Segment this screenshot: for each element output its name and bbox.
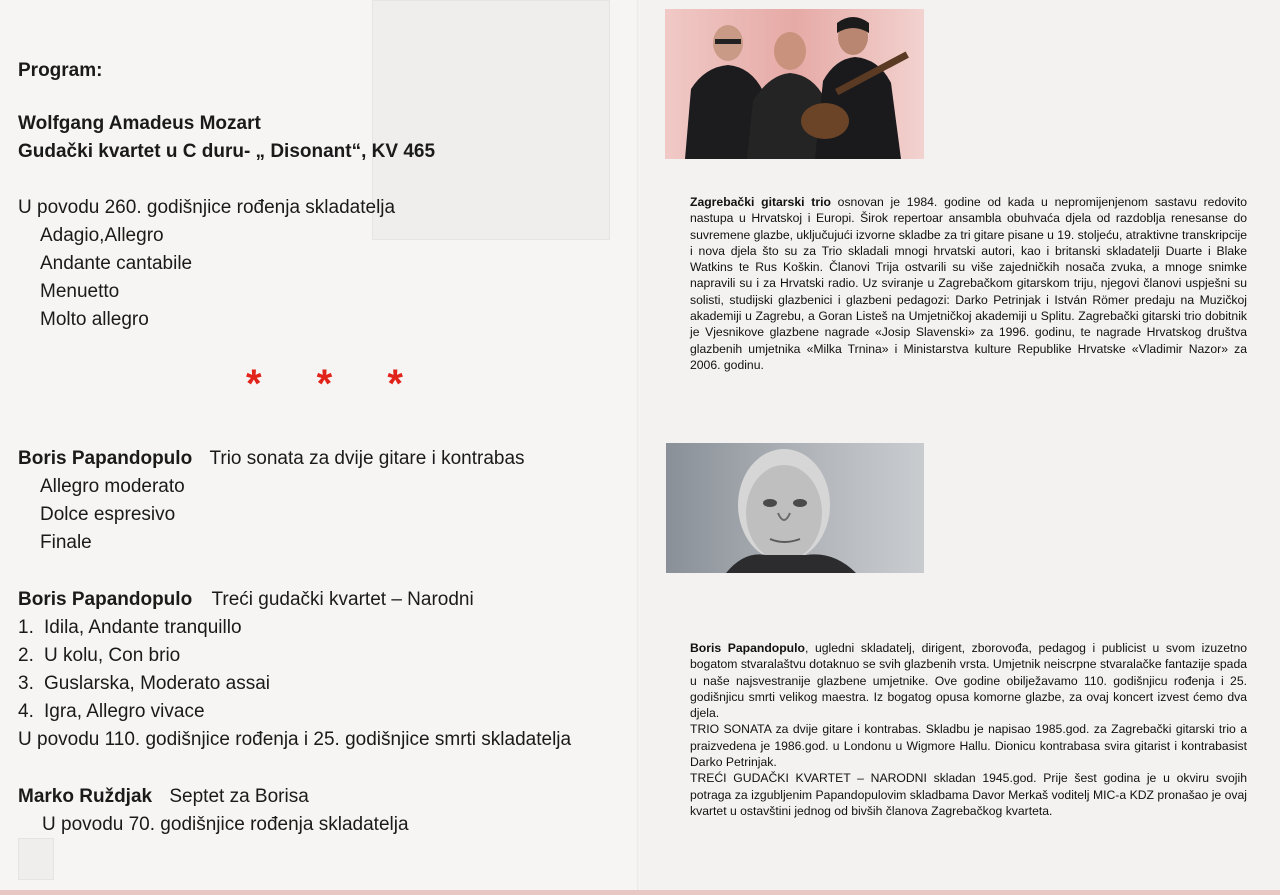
trio-photo <box>665 9 924 159</box>
papandopulo-bio-text: , ugledni skladatelj, dirigent, zborovođa, pedagog i publicist u svom izuzetno bogatom stvaralaštvu dotaknuo se svih glazbenih vrsta. Umjetnik neiscrpne stvaralačke fantazije spada u naše najsvestranije glazbene umjetnike. Ove godine obilježavamo 110. godišnjicu rođenja i 25. godišnjicu smrti velikog maestra. Iz bogatog opusa komorne glazbe, za ovaj koncert izvest ćemo dva djela. <box>690 641 1247 721</box>
mozart-section <box>18 110 435 166</box>
quartet-note: TREĆI GUDAČKI KVARTET – NARODNI skladan 1945.god. Prije šest godina je u okviru svojih potraga za izgubljenim Papandopulovim skladbama Davor Merkaš voditelj MIC-a KDZ pronašao je ovaj kvartet u ostavštini jednog od bivših članova Zagrebačkog kvarteta. <box>690 771 1247 818</box>
ruzdjak-composer: Marko Ruždjak <box>18 786 153 807</box>
papandopulo-quartet-composer: Boris Papandopulo <box>18 589 193 610</box>
movement-number: 3. <box>18 673 34 694</box>
movement-item <box>18 642 571 670</box>
movement-item: Andante cantabile <box>40 253 193 274</box>
trio-bio-lead: Zagrebački gitarski trio <box>690 195 831 209</box>
mozart-details <box>18 194 395 334</box>
papandopulo-bio-paragraph <box>690 640 1247 721</box>
trio-photo-image <box>665 9 924 159</box>
papandopulo-photo-image <box>666 443 924 573</box>
papandopulo-trio-work: Trio sonata za dvije gitare i kontrabas <box>209 448 525 469</box>
separator-stars: * * * <box>246 362 425 406</box>
ruzdjak-section <box>18 783 409 839</box>
ruzdjak-work: Septet za Borisa <box>169 786 309 807</box>
movement-title: Guslarska, Moderato assai <box>44 673 270 694</box>
movement-number: 4. <box>18 701 34 722</box>
movement-item: Dolce espresivo <box>40 504 176 525</box>
papandopulo-trio-section <box>18 445 525 557</box>
ruzdjak-occasion: U povodu 70. godišnjice rođenja skladatelja <box>42 814 409 835</box>
papandopulo-occasion: U povodu 110. godišnjice rođenja i 25. godišnjice smrti skladatelja <box>18 729 572 750</box>
trio-bio <box>690 194 1247 373</box>
paper-edge <box>0 890 1280 895</box>
program-heading: Program: <box>18 60 103 81</box>
movement-item: Molto allegro <box>40 309 149 330</box>
movement-item: Adagio,Allegro <box>40 225 164 246</box>
papandopulo-bio <box>690 640 1247 819</box>
movement-number: 1. <box>18 617 34 638</box>
movement-title: U kolu, Con brio <box>44 645 181 666</box>
movement-item: Menuetto <box>40 281 120 302</box>
papandopulo-quartet-section <box>18 586 571 754</box>
right-page <box>640 0 1280 895</box>
trio-bio-text: osnovan je 1984. godine od kada u nepromijenjenom sastavu redovito nastupa u Hrvatskoj i Europi. Širok repertoar ansambla obuhvaća djela od razdoblja renesanse do suvremene glazbe, uključujući izvorne skladbe za tri gitare pisane u 19. stoljeću, atraktivne transkripcije i nova djela što su za Trio skladali mnogi hrvatski autori, kao i britanski skladatelji Duarte i Blake Watkins te Rus Koškin. Članovi Trija ostvarili su više zajedničkih nosača zvuka, a mnoge snimke napravili su i za Hrvatski radio. Uz sviranje u Zagrebačkom gitarskom triju, njegovi članovi uspješni su solisti, studijski glazbenici i glazbeni pedagozi: Darko Petrinjak i István Römer predaju na Muzičkoj akademiji u Zagrebu, a Goran Listeš na Umjetničkoj akademiji u Splitu. Zagrebački gitarski trio dobitnik je Vjesnikove glazbene nagrade «Josip Slavenski» za 1996. godinu, te nagrade Hrvatskog društva glazbenih umjetnika «Milka Trnina» i Ministarstva kulture Republike Hrvatske «Vladimir Nazor» za 2006. godinu. <box>690 195 1247 372</box>
movement-title: Idila, Andante tranquillo <box>44 617 242 638</box>
mozart-composer: Wolfgang Amadeus Mozart <box>18 113 261 134</box>
papandopulo-quartet-work: Treći gudački kvartet – Narodni <box>211 589 474 610</box>
papandopulo-trio-composer: Boris Papandopulo <box>18 448 193 469</box>
papandopulo-photo <box>666 443 924 573</box>
trio-sonata-note: TRIO SONATA za dvije gitare i kontrabas. Skladbu je napisao 1985.god. za Zagrebački gitarski trio a praizvedena je 1986.god. u Londonu u Wigmore Hallu. Dionicu kontrabasa svira gitarist i kontrabasist Darko Petrinjak. <box>690 722 1247 770</box>
movement-item: Allegro moderato <box>40 476 185 497</box>
movement-number: 2. <box>18 645 34 666</box>
mozart-occasion: U povodu 260. godišnjice rođenja skladatelja <box>18 197 396 218</box>
mozart-work: Gudački kvartet u C duru- „ Disonant“, KV 465 <box>18 141 436 162</box>
movement-item: Finale <box>40 532 92 553</box>
movement-item <box>18 670 571 698</box>
bleed-through-logo <box>18 838 54 880</box>
papandopulo-bio-lead: Boris Papandopulo <box>690 641 805 655</box>
movement-item <box>18 614 571 642</box>
movement-item <box>18 698 571 726</box>
movement-title: Igra, Allegro vivace <box>44 701 205 722</box>
